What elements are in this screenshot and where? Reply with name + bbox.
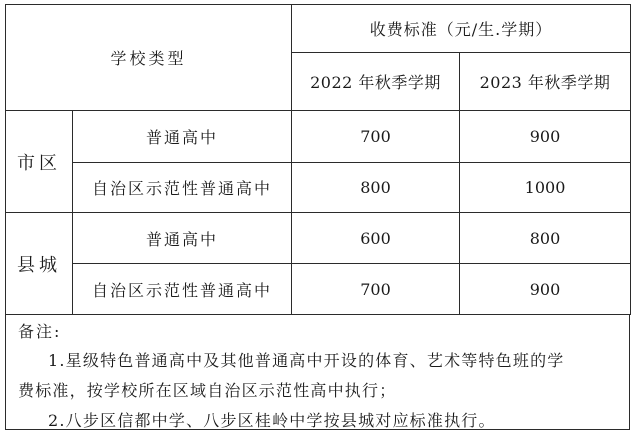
header-fee-standard: 收费标准（元/生.学期） bbox=[292, 5, 631, 53]
fee-2023-cell: 800 bbox=[460, 213, 631, 264]
note-1-line-2: 费标准，按学校所在区域自治区示范性高中执行； bbox=[18, 381, 397, 400]
header-year-2023: 2023 年秋季学期 bbox=[460, 53, 631, 111]
school-type-cell: 普通高中 bbox=[73, 213, 292, 264]
school-type-cell: 自治区示范性普通高中 bbox=[73, 163, 292, 213]
table-row bbox=[6, 163, 631, 213]
fee-standard-document bbox=[5, 4, 630, 432]
table-row bbox=[6, 111, 631, 163]
fee-2023-cell: 900 bbox=[460, 111, 631, 163]
header-school-type: 学校类型 bbox=[6, 5, 292, 111]
fee-2022-cell: 800 bbox=[292, 163, 460, 213]
region-county: 县城 bbox=[6, 213, 73, 315]
notes-label: 备注: bbox=[18, 322, 62, 341]
fee-2023-cell: 900 bbox=[460, 264, 631, 315]
fee-table bbox=[5, 4, 631, 315]
header-year-2022: 2022 年秋季学期 bbox=[292, 53, 460, 111]
table-row bbox=[6, 264, 631, 315]
fee-2022-cell: 600 bbox=[292, 213, 460, 264]
school-type-cell: 普通高中 bbox=[73, 111, 292, 163]
note-2: 2.八步区信都中学、八步区桂岭中学按县城对应标准执行。 bbox=[48, 411, 496, 430]
table-row bbox=[6, 213, 631, 264]
note-1-line-1: 1.星级特色普通高中及其他普通高中开设的体育、艺术等特色班的学 bbox=[48, 351, 565, 370]
fee-2022-cell: 700 bbox=[292, 264, 460, 315]
school-type-cell: 自治区示范性普通高中 bbox=[73, 264, 292, 315]
fee-2022-cell: 700 bbox=[292, 111, 460, 163]
region-urban: 市区 bbox=[6, 111, 73, 213]
fee-2023-cell: 1000 bbox=[460, 163, 631, 213]
notes-section bbox=[5, 314, 630, 430]
